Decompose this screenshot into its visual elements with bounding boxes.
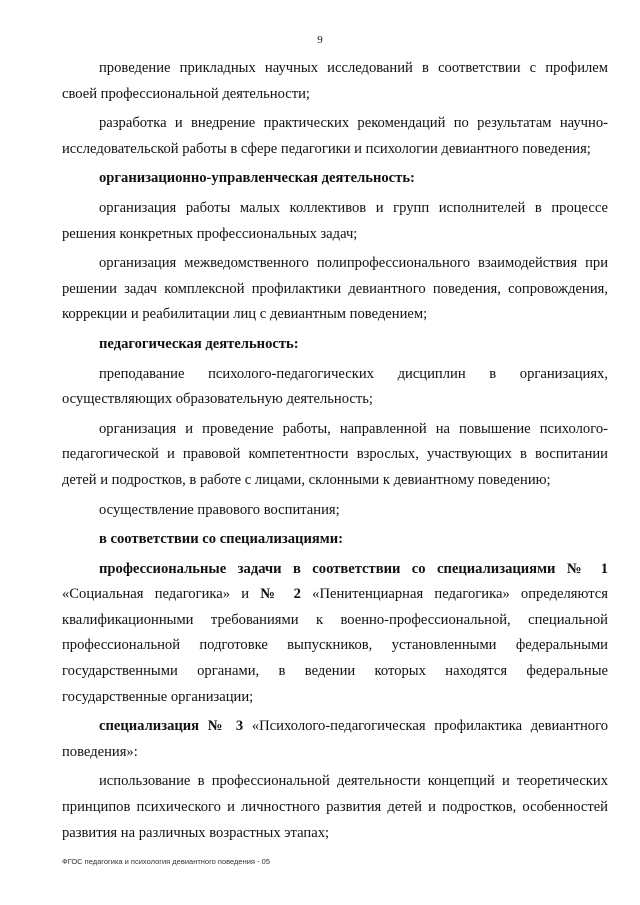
paragraph: организация и проведение работы, направленной на повышение психолого-педагогической и правовой компетентности взрослых, участвующих в воспитании детей и подростков, в работе с лицами, склонными к девиантному поведению; [62,420,608,488]
paragraph: проведение прикладных научных исследований в соответствии с профилем своей профессиональной деятельности; [62,60,608,102]
paragraph: использование в профессиональной деятельности концепций и теоретических принципов психического и личностного развития детей и подростков, особенностей развития на различных возрастных этапах; [62,773,608,841]
footer-text: ФГОС педагогика и психология девиантного поведения - 05 [62,857,271,866]
section-heading: организационно-управленческая деятельность: [99,170,415,187]
paragraph: осуществление правового воспитания; [99,501,340,518]
paragraph: преподавание психолого-педагогических дисциплин в организациях, осуществляющих образовательную деятельность; [62,365,608,408]
page-number: 9 [317,34,323,46]
paragraph: организация межведомственного полипрофессионального взаимодействия при решении задач комплексной профилактики девиантного поведения, сопровождения, коррекции и реабилитации лиц с девиантным поведением; [62,255,608,323]
document-body [62,56,608,846]
paragraph: организация работы малых коллективов и групп исполнителей в процессе решения конкретных профессиональных задач; [62,199,608,242]
paragraph: профессиональные задачи в соответствии со специализациями № 1 «Социальная педагогика» и № 2 «Пенитенциарная педагогика» определяются квалификационными требованиями к военно-профессиональной, специальной профессиональной подготовке выпускников, установленными федеральными государственными органами, в ведении которых находятся федеральные государственные организации; [62,560,608,705]
paragraph: разработка и внедрение практических рекомендаций по результатам научно-исследовательской работы в сфере педагогики и психологии девиантного поведения; [62,115,608,157]
paragraph: специализация № 3 «Психолого-педагогическая профилактика девиантного поведения»: [62,718,608,760]
section-heading: педагогическая деятельность: [99,335,299,352]
section-heading: в соответствии со специализациями: [99,531,343,548]
